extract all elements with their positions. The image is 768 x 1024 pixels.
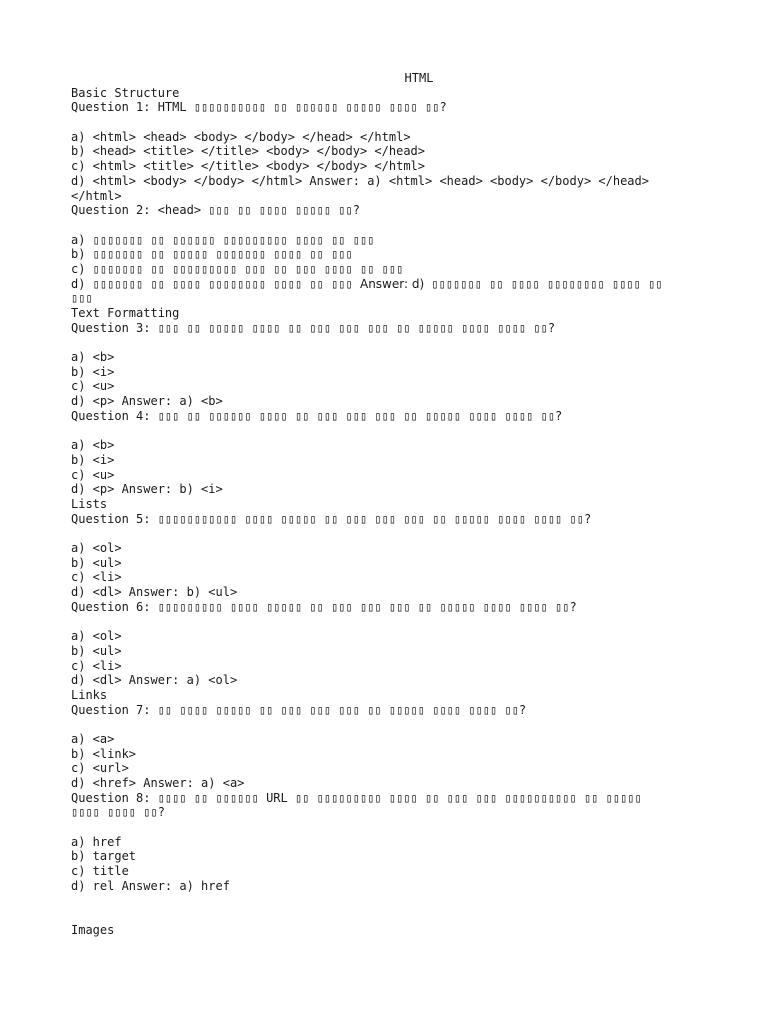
spacer	[71, 335, 711, 350]
question-6-option-b: b) <ul>	[71, 643, 122, 658]
question-8-continuation: ▯▯▯▯ ▯▯▯▯ ▯▯?	[71, 805, 165, 820]
question-7-option-d-answer: d) <href> Answer: a) <a>	[71, 776, 245, 790]
section-heading-basic-structure: Basic Structure	[71, 85, 180, 100]
question-3-option-b: b) <i>	[71, 364, 115, 379]
question-8-option-a: a) href	[71, 834, 122, 849]
question-3-option-c: c) <u>	[71, 379, 115, 394]
spacer	[71, 218, 711, 233]
spacer	[71, 424, 711, 439]
question-5: Question 5: ▯▯▯▯▯▯▯▯▯▯▯ ▯▯▯▯ ▯▯▯▯▯ ▯▯ ▯▯▯ ▯▯▯ ▯▯▯ ▯▯ ▯▯▯▯▯ ▯▯▯▯ ▯▯▯▯ ▯▯?	[71, 511, 592, 526]
question-4-option-c: c) <u>	[71, 467, 115, 482]
question-1-answer-continuation: </html>	[71, 188, 122, 203]
section-heading-images: Images	[71, 922, 115, 937]
question-4-option-d-answer: d) <p> Answer: b) <i>	[71, 482, 223, 497]
document-page	[71, 71, 711, 937]
question-2: Question 2: <head> ▯▯▯ ▯▯ ▯▯▯▯ ▯▯▯▯▯ ▯▯?	[71, 203, 360, 218]
question-6: Question 6: ▯▯▯▯▯▯▯▯▯ ▯▯▯▯ ▯▯▯▯▯ ▯▯ ▯▯▯ ▯▯▯ ▯▯▯ ▯▯ ▯▯▯▯▯ ▯▯▯▯ ▯▯▯▯ ▯▯?	[71, 599, 577, 614]
question-2-answer-label: Answer: d)	[359, 276, 425, 291]
question-6-option-d-answer: d) <dl> Answer: a) <ol>	[71, 673, 238, 688]
question-2-option-d-answer	[71, 277, 711, 292]
question-8-option-c: c) title	[71, 864, 129, 879]
question-3-option-a: a) <b>	[71, 350, 115, 365]
question-2-option-c: c) ▯▯▯▯▯▯▯ ▯▯ ▯▯▯▯▯▯▯▯▯ ▯▯▯ ▯▯ ▯▯▯ ▯▯▯▯ ▯▯ ▯▯▯	[71, 261, 404, 276]
question-3: Question 3: ▯▯▯ ▯▯ ▯▯▯▯▯ ▯▯▯▯ ▯▯ ▯▯▯ ▯▯▯ ▯▯▯ ▯▯ ▯▯▯▯▯ ▯▯▯▯ ▯▯▯▯ ▯▯?	[71, 320, 556, 335]
spacer	[71, 717, 711, 732]
spacer	[71, 115, 711, 130]
question-2-option-a: a) ▯▯▯▯▯▯▯ ▯▯ ▯▯▯▯▯▯ ▯▯▯▯▯▯▯▯▯ ▯▯▯▯ ▯▯ ▯▯▯	[71, 232, 375, 247]
spacer	[71, 614, 711, 629]
question-4-option-b: b) <i>	[71, 452, 115, 467]
question-2-option-b: b) ▯▯▯▯▯▯▯ ▯▯ ▯▯▯▯▯ ▯▯▯▯▯▯▯ ▯▯▯▯ ▯▯ ▯▯▯	[71, 247, 353, 262]
document-title: HTML	[404, 71, 434, 85]
spacer	[71, 820, 711, 835]
question-5-option-a: a) <ol>	[71, 541, 122, 555]
question-7-option-b: b) <link>	[71, 746, 137, 761]
question-1-option-b: b) <head> <title> </title> <body> </body> </head>	[71, 144, 426, 159]
section-heading-lists: Lists	[71, 496, 108, 511]
question-4-option-a: a) <b>	[71, 438, 115, 453]
question-6-option-c: c) <li>	[71, 658, 122, 673]
question-7: Question 7: ▯▯ ▯▯▯▯ ▯▯▯▯▯ ▯▯ ▯▯▯ ▯▯▯ ▯▯▯ ▯▯ ▯▯▯▯▯ ▯▯▯▯ ▯▯▯▯ ▯▯?	[71, 702, 527, 717]
question-7-option-a: a) <a>	[71, 731, 115, 746]
spacer	[71, 526, 711, 541]
question-1: Question 1: HTML ▯▯▯▯▯▯▯▯▯▯ ▯▯ ▯▯▯▯▯▯ ▯▯▯▯▯ ▯▯▯▯ ▯▯?	[71, 100, 447, 115]
question-8-option-d-answer: d) rel Answer: a) href	[71, 878, 230, 893]
question-5-option-b: b) <ul>	[71, 555, 122, 570]
question-6-option-a: a) <ol>	[71, 629, 122, 644]
question-4: Question 4: ▯▯▯ ▯▯ ▯▯▯▯▯▯ ▯▯▯▯ ▯▯ ▯▯▯ ▯▯▯ ▯▯▯ ▯▯ ▯▯▯▯▯ ▯▯▯▯ ▯▯▯▯ ▯▯?	[71, 408, 563, 423]
question-5-option-d-answer: d) <dl> Answer: b) <ul>	[71, 585, 238, 600]
question-5-option-c: c) <li>	[71, 570, 122, 585]
question-2-answer-continuation: ▯▯▯	[71, 291, 93, 306]
question-1-option-c: c) <html> <title> </title> <body> </body> </html>	[71, 159, 426, 174]
question-7-option-c: c) <url>	[71, 761, 129, 776]
question-2-option-d: d) ▯▯▯▯▯▯▯ ▯▯ ▯▯▯▯ ▯▯▯▯▯▯▯▯ ▯▯▯▯ ▯▯ ▯▯▯	[71, 276, 360, 291]
section-heading-links: Links	[71, 687, 108, 702]
section-heading-text-formatting: Text Formatting	[71, 306, 180, 320]
question-8: Question 8: ▯▯▯▯ ▯▯ ▯▯▯▯▯▯ URL ▯▯ ▯▯▯▯▯▯▯▯▯ ▯▯▯▯ ▯▯ ▯▯▯ ▯▯▯ ▯▯▯▯▯▯▯▯▯▯ ▯▯ ▯▯▯▯▯	[71, 790, 642, 805]
question-8-option-b: b) target	[71, 849, 137, 864]
question-2-answer-text: ▯▯▯▯▯▯▯ ▯▯ ▯▯▯▯ ▯▯▯▯▯▯▯▯ ▯▯▯▯ ▯▯	[424, 276, 663, 291]
question-1-option-a: a) <html> <head> <body> </body> </head> </html>	[71, 129, 411, 144]
question-1-option-d-answer: d) <html> <body> </body> </html> Answer: a) <html> <head> <body> </body> </head>	[71, 173, 649, 188]
question-3-option-d-answer: d) <p> Answer: a) <b>	[71, 394, 223, 409]
